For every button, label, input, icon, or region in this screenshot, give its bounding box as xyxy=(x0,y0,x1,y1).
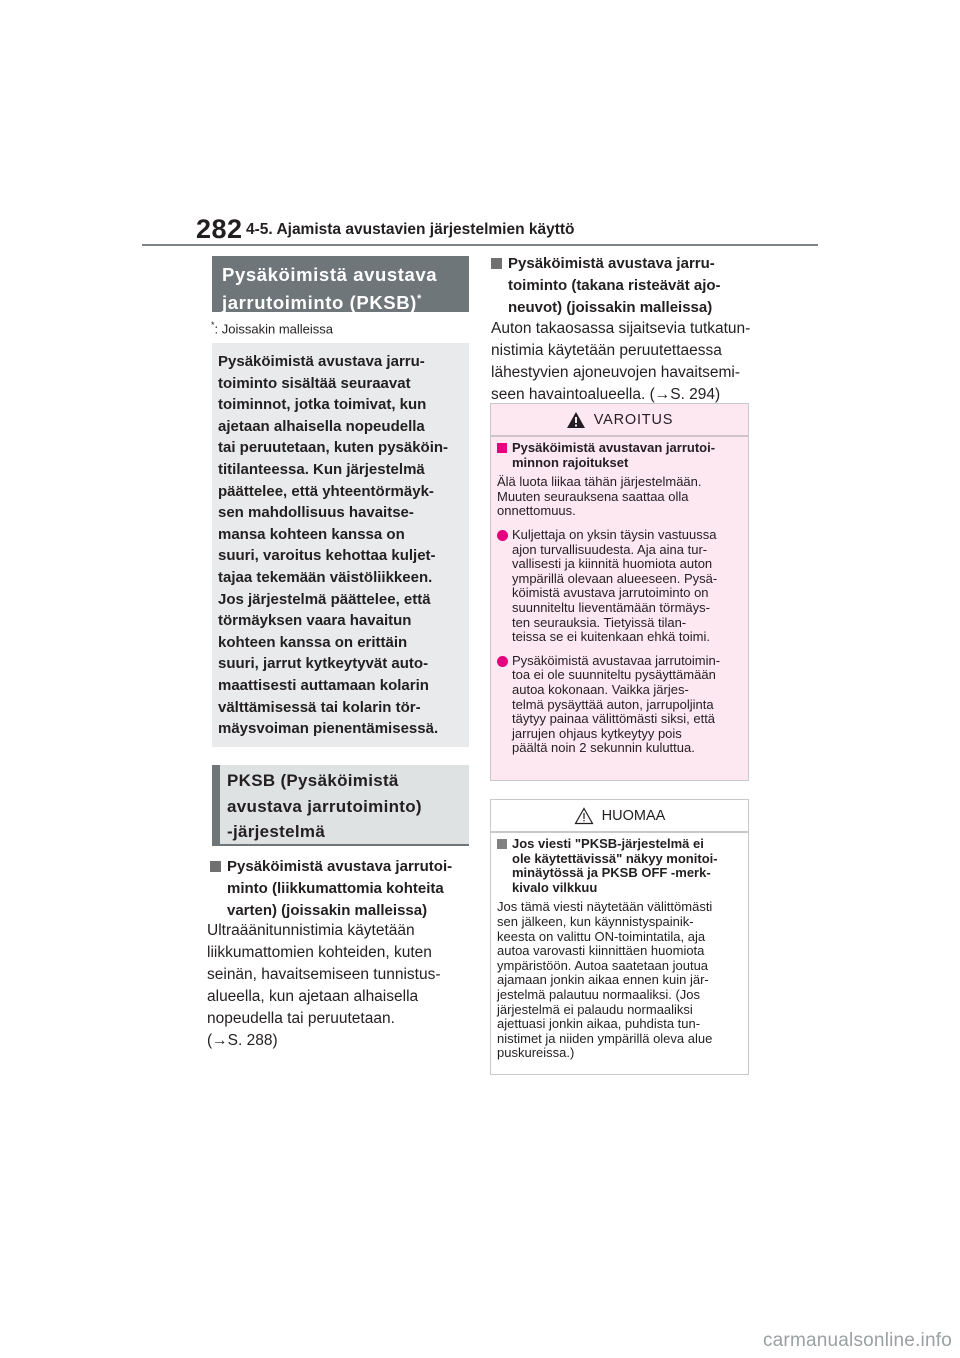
subheading-line xyxy=(210,878,472,900)
notice-subheading-text: ole käytettävissä" näkyy monitoi- xyxy=(512,850,718,866)
square-bullet-icon xyxy=(491,258,502,269)
notice-subheading-text: Jos viesti "PKSB-järjestelmä ei xyxy=(512,836,704,851)
notice-body-line: ympäristöön. Autoa saatetaan joutua xyxy=(497,957,709,973)
rear-static-objects-body xyxy=(207,920,469,1052)
notice-subheading-line xyxy=(497,837,742,852)
warning-bullet xyxy=(497,654,742,756)
intro-line: tajaa tekemään väistöliikkeen. xyxy=(218,568,433,586)
pksb-intro-box xyxy=(212,343,469,747)
warning-intro xyxy=(497,475,742,519)
warning-subheading-text: Pysäköimistä avustavan jarrutoi- xyxy=(512,440,716,455)
warning-subheading-line xyxy=(497,441,742,456)
footnote-symbol: * xyxy=(211,320,215,330)
system-heading-underline xyxy=(212,844,469,846)
intro-line: mäysvoiman pienentämisessä. xyxy=(218,720,439,738)
warning-title-bar xyxy=(491,404,748,435)
intro-line: välttämisessä tai kolarin tör- xyxy=(218,698,421,716)
rear-cross-traffic-body xyxy=(491,318,753,406)
notice-body-line: puskureissa.) xyxy=(497,1045,575,1061)
notice-title: HUOMAA xyxy=(601,807,666,824)
intro-line: suuri, varoitus kehottaa kuljet- xyxy=(218,547,436,565)
intro-line: Jos järjestelmä päättelee, että xyxy=(218,590,431,608)
notice-body xyxy=(497,900,742,1061)
notice-body-line: ajettuasi jonkin aikaa, puhdista tun- xyxy=(497,1016,701,1032)
subheading-text: toiminto (takana risteävät ajo- xyxy=(508,277,721,294)
warning-intro-line: Älä luota liikaa tähän järjestelmään. xyxy=(497,474,702,490)
intro-line: mansa kohteen kanssa on xyxy=(218,525,405,543)
intro-line: päättelee, että yhteentörmäyk- xyxy=(218,482,434,500)
warning-bullet-line: teissa se ei kuitenkaan ehkä toimi. xyxy=(512,629,710,645)
subheading-text: minto (liikkumattomia kohteita xyxy=(227,880,444,897)
notice-body-line: keesta on valittu ON-toimintatila, aja xyxy=(497,928,706,944)
circle-bullet-icon xyxy=(497,656,508,667)
body-line: alueella, kun ajetaan alhaisella xyxy=(207,988,419,1005)
intro-line: titilanteessa. Kun järjestelmä xyxy=(218,460,425,478)
warning-bullet-line: toa ei ole suunniteltu pysäyttämään xyxy=(512,667,716,683)
system-heading-line: PKSB (Pysäköimistä xyxy=(227,771,399,790)
warning-intro-line: onnettomuus. xyxy=(497,503,576,519)
intro-line: sen mahdollisuus havaitse- xyxy=(218,504,414,522)
notice-body-line: ajamaan jonkin aikaa ennen kuin jär- xyxy=(497,972,709,988)
warning-title: VAROITUS xyxy=(593,411,674,428)
warning-bullet-line: Pysäköimistä avustavaa jarrutoimin- xyxy=(512,652,721,668)
footnote xyxy=(211,320,333,336)
warning-bullet-line: päältä noin 2 sekunnin kuluttua. xyxy=(512,740,695,756)
warning-bullet-line: köimistä avustava jarrutoiminto on xyxy=(512,585,709,601)
square-bullet-icon xyxy=(210,861,221,872)
system-heading-line: -järjestelmä xyxy=(227,822,326,841)
pksb-heading-line-1: Pysäköimistä avustava xyxy=(222,264,438,285)
body-line: seinän, havaitsemiseen tunnistus- xyxy=(207,966,441,983)
header-divider xyxy=(142,244,818,246)
body-line: (→S. 288) xyxy=(207,1032,278,1049)
circle-bullet-icon xyxy=(497,530,508,541)
rear-static-objects-heading xyxy=(210,856,472,922)
body-line: Ultraäänitunnistimia käytetään xyxy=(207,922,415,939)
page-number: 282 xyxy=(196,214,243,244)
warning-bullet-line: autoa kokonaan. Vaikka järjes- xyxy=(512,681,689,697)
intro-line: Pysäköimistä avustava jarru- xyxy=(218,353,425,370)
body-line: nistimia käytetään peruutettaessa xyxy=(491,342,722,359)
warning-box xyxy=(490,403,749,781)
warning-bullet-line: ympärillä olevaan alueeseen. Pysä- xyxy=(512,570,718,586)
square-bullet-icon xyxy=(497,443,507,453)
rear-cross-traffic-heading xyxy=(491,253,761,319)
warning-bullet-line: ajon turvallisuudesta. Aja aina tur- xyxy=(512,541,708,557)
notice-content xyxy=(497,837,742,1061)
footnote-marker: * xyxy=(416,293,422,305)
intro-line: toiminto sisältää seuraavat xyxy=(218,374,411,392)
notice-body-line: sen jälkeen, kun käynnistyspainik- xyxy=(497,913,694,929)
pksb-system-heading xyxy=(212,765,469,844)
subheading-line xyxy=(210,900,472,922)
body-line: liikkumattomien kohteiden, kuten xyxy=(207,944,432,961)
intro-line: tai peruutetaan, kuten pysäköin- xyxy=(218,439,449,457)
pksb-heading-line-2-text: jarrutoiminto (PKSB) xyxy=(222,292,417,314)
intro-line: kohteen kanssa on erittäin xyxy=(218,633,408,651)
notice-body-line: jestelmä palautuu normaaliksi. (Jos xyxy=(497,986,701,1002)
warning-bullet-line: Kuljettaja on yksin täysin vastuussa xyxy=(512,526,717,542)
warning-triangle-icon xyxy=(566,411,586,429)
warning-subheading-line xyxy=(497,456,742,471)
notice-body-line: järjestelmä ei palaudu normaaliksi xyxy=(497,1001,693,1017)
watermark: carmanualsonline.info xyxy=(762,1330,952,1351)
subheading-line xyxy=(210,856,472,878)
chapter-title: 4-5. Ajamista avustavien järjestelmien käyttö xyxy=(246,221,575,238)
notice-subheading-text: minäytössä ja PKSB OFF -merk- xyxy=(512,865,711,881)
warning-bullet-line: täytyy painaa välittömästi siksi, että xyxy=(512,711,716,727)
notice-subheading-line xyxy=(497,881,742,896)
caution-triangle-outline-icon xyxy=(574,807,594,825)
warning-bullet-line: suunniteltu lieventämään törmäys- xyxy=(512,599,710,615)
notice-divider xyxy=(491,831,748,833)
subheading-text: Pysäköimistä avustava jarru- xyxy=(508,255,715,272)
intro-line: ajetaan alhaisella nopeudella xyxy=(218,417,425,435)
warning-bullet-line: jarrujen ohjaus kytkeytyy pois xyxy=(512,725,682,741)
subheading-text: neuvot) (joissakin malleissa) xyxy=(508,299,713,316)
body-line: Auton takaosassa sijaitsevia tutkatun- xyxy=(491,320,751,337)
subheading-line xyxy=(491,297,761,319)
subheading-line xyxy=(491,275,761,297)
warning-content xyxy=(497,441,742,756)
notice-body-line: nistimet ja niiden ympärillä oleva alue xyxy=(497,1030,713,1046)
warning-subheading-text: minnon rajoitukset xyxy=(512,454,629,470)
footnote-text: : Joissakin malleissa xyxy=(214,321,334,337)
warning-bullet xyxy=(497,528,742,645)
pksb-heading-line-2 xyxy=(222,287,469,315)
intro-line: suuri, jarrut kytkeytyvät auto- xyxy=(218,655,429,673)
subheading-line xyxy=(491,253,761,275)
body-line: nopeudella tai peruutetaan. xyxy=(207,1010,395,1027)
notice-body-line: autoa varovasti kiinnittäen huomiota xyxy=(497,943,705,959)
subheading-text: varten) (joissakin malleissa) xyxy=(227,902,428,919)
notice-subheading-text: kivalo vilkkuu xyxy=(512,879,598,895)
pksb-section-heading xyxy=(212,256,469,312)
body-line: seen havaintoalueella. (→S. 294) xyxy=(491,386,721,403)
notice-body-line: Jos tämä viesti näytetään välittömästi xyxy=(497,899,713,915)
intro-line: törmäyksen vaara havaitun xyxy=(218,612,412,630)
subheading-text: Pysäköimistä avustava jarrutoi- xyxy=(227,858,453,875)
notice-box xyxy=(490,799,749,1075)
warning-bullet-line: ten seurauksia. Tietyissä tilan- xyxy=(512,614,687,630)
warning-intro-line: Muuten seurauksena saattaa olla xyxy=(497,488,689,504)
warning-bullet-line: telmä pysäyttää auton, jarrupoljinta xyxy=(512,696,714,712)
intro-line: toiminnot, jotka toimivat, kun xyxy=(218,396,427,414)
square-bullet-icon xyxy=(497,839,507,849)
warning-divider xyxy=(491,435,748,437)
intro-line: maattisesti auttamaan kolarin xyxy=(218,676,429,694)
system-heading-line: avustava jarrutoiminto) xyxy=(227,796,422,816)
notice-title-bar xyxy=(491,800,748,831)
body-line: lähestyvien ajoneuvojen havaitsemi- xyxy=(491,364,741,381)
notice-subheading-line xyxy=(497,852,742,867)
notice-subheading-line xyxy=(497,866,742,881)
warning-bullet-line: vallisesti ja kiinnitä huomiota auton xyxy=(512,556,713,572)
